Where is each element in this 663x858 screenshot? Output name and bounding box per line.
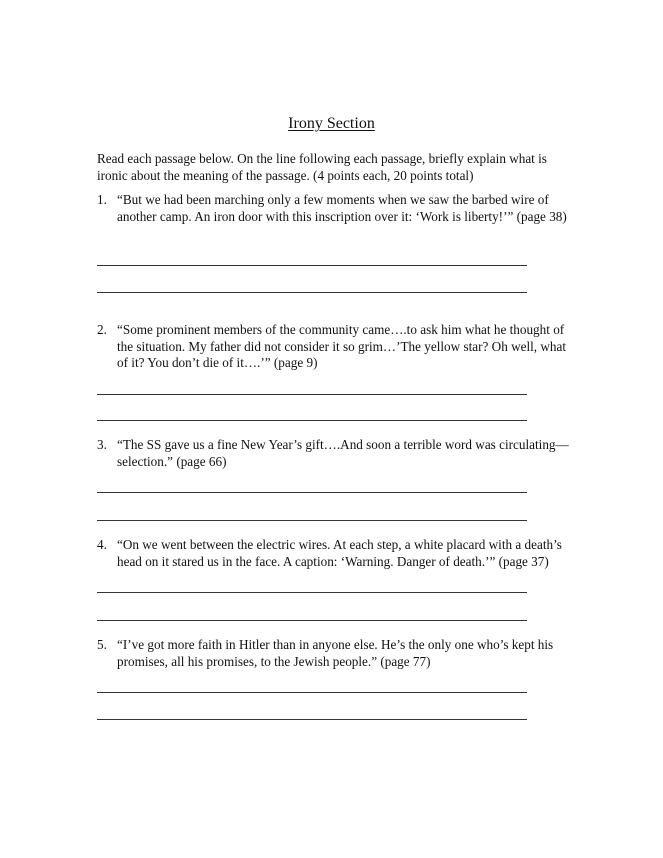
question-number: 1.: [97, 192, 107, 207]
question-number: 2.: [97, 322, 107, 337]
answer-line-1b[interactable]: [97, 292, 527, 293]
question-5: [97, 637, 577, 670]
question-passage: “But we had been marching only a few moments when we saw the barbed wire of another camp. An iron door with this inscription over it: ‘Work is liberty!’” (page 38): [117, 192, 567, 224]
question-4: [97, 537, 577, 570]
question-passage: “On we went between the electric wires. At each step, a white placard with a death’s head on it stared us in the face. A caption: ‘Warning. Danger of death.’” (page 37): [117, 537, 562, 569]
question-number: 3.: [97, 437, 107, 452]
question-passage: “I’ve got more faith in Hitler than in anyone else. He’s the only one who’s kept his promises, all his promises, to the Jewish people.” (page 77): [117, 637, 554, 669]
answer-line-3a[interactable]: [97, 492, 527, 493]
answer-line-5b[interactable]: [97, 719, 527, 720]
answer-line-2a[interactable]: [97, 394, 527, 395]
answer-line-1a[interactable]: [97, 265, 527, 266]
answer-line-4b[interactable]: [97, 620, 527, 621]
answer-line-2b[interactable]: [97, 420, 527, 421]
answer-line-3b[interactable]: [97, 520, 527, 521]
question-1: [97, 192, 577, 225]
question-2: [97, 322, 577, 372]
question-number: 5.: [97, 637, 107, 652]
answer-line-5a[interactable]: [97, 692, 527, 693]
question-number: 4.: [97, 537, 107, 552]
question-passage: “The SS gave us a fine New Year’s gift….And soon a terrible word was circulating—selection.” (page 66): [117, 437, 569, 469]
worksheet-title: Irony Section: [288, 115, 375, 132]
instructions-paragraph: Read each passage below. On the line following each passage, briefly explain what is ironic about the meaning of the passage. (4 points each, 20 points total): [97, 151, 547, 183]
question-passage: “Some prominent members of the community came….to ask him what he thought of the situation. My father did not consider it so grim…’The yellow star? Oh well, what of it? You don’t die of it….’” (page 9): [117, 322, 567, 371]
answer-line-4a[interactable]: [97, 592, 527, 593]
question-3: [97, 437, 577, 470]
